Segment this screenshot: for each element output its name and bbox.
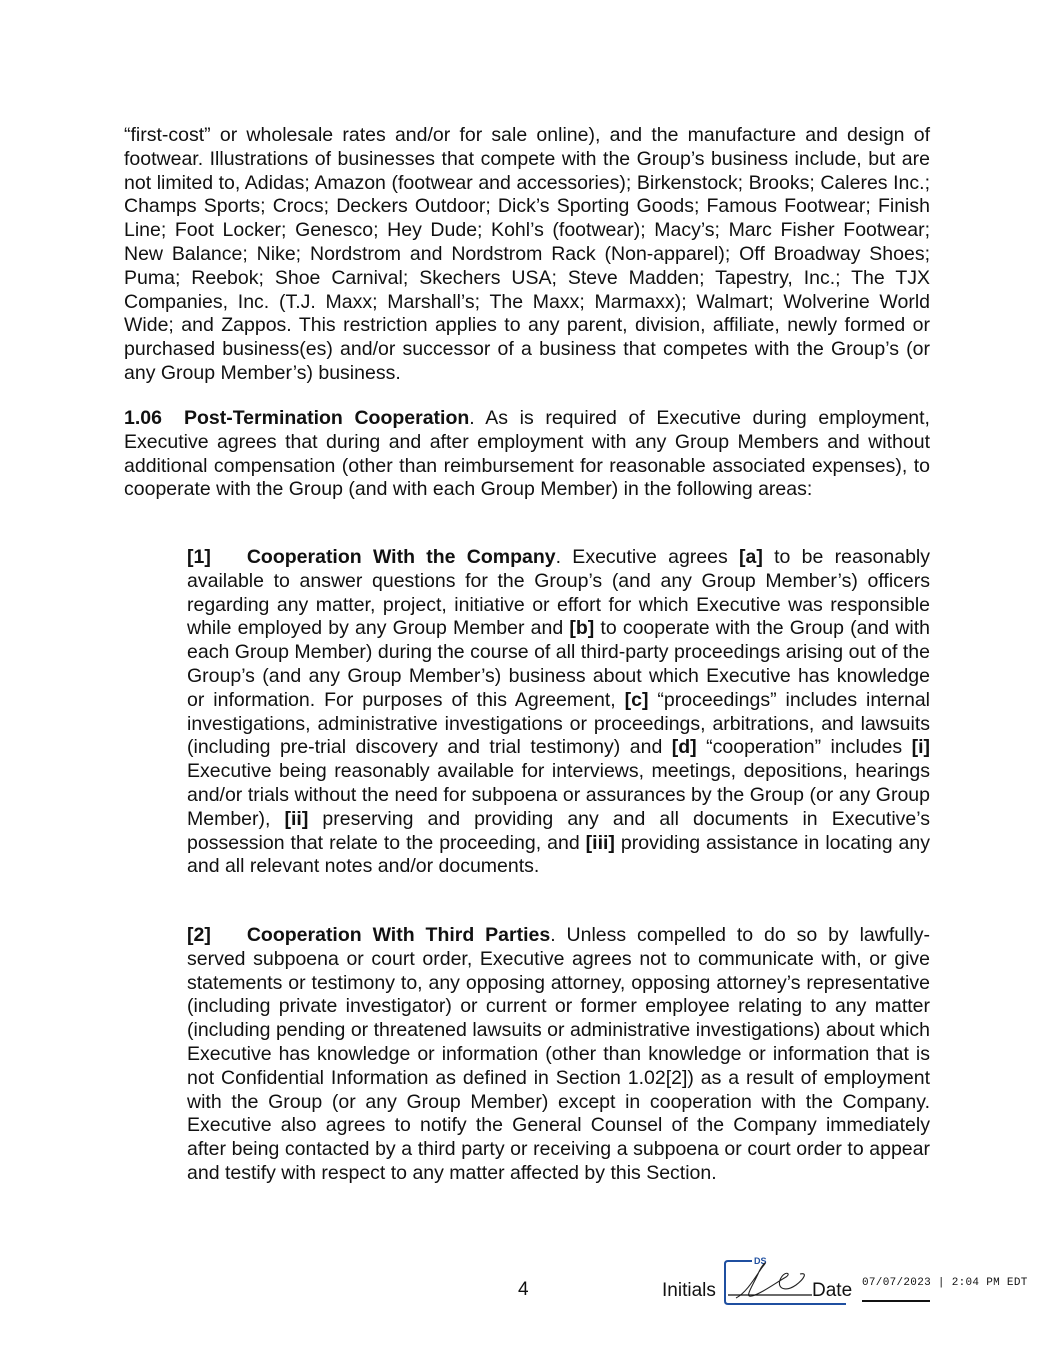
clause-marker: [ii] bbox=[284, 807, 309, 830]
subsection-text: . Unless compelled to do so by lawfully-served subpoena or court order, Executive agrees not to communicate with, or give statements or testimony to, any opposing attorney, opposing attorney’s representative (including private investigator) or current or former employee relating to any matter (including pending or threatened lawsuits or administrative investigations) about which Executive has knowledge or information (other than knowledge or information that is not Confidential Information as defined in Section 1.02[2]) as a result of employment with the Group (or any Group Member) except in cooperation with the Company. Executive also agrees to notify the General Counsel of the Company immediately after being contacted by a third party or receiving a subpoena or court order to appear and testify with respect to any matter affected by this Section. bbox=[187, 924, 931, 1184]
subsection-text: providing assistance in locating any and all relevant notes and/or documents. bbox=[187, 831, 930, 878]
subsection-text: to be reasonably available to answer questions for the Group’s (and any Group Member’s) officers regarding any matter, project, initiative or effort for which Executive was responsible while employed by any Group Member and bbox=[187, 546, 931, 640]
subsection-2 bbox=[187, 924, 930, 1186]
subsection-text: preserving and providing any and all documents in Executive’s possession that relate to the proceeding, and bbox=[187, 807, 930, 854]
page-number: 4 bbox=[518, 1279, 529, 1300]
subsection-text: “cooperation” includes bbox=[696, 736, 912, 759]
section-body: . As is required of Executive during employment, Executive agrees that during and after employment with any Group Members and without additional compensation (other than reimbursement for reasonable associated expenses), to cooperate with the Group (and with each Group Member) in the following areas: bbox=[124, 407, 930, 501]
paragraph-competitors-text: “first-cost” or wholesale rates and/or for sale online), and the manufacture and design of footwear. Illustrations of businesses that compete with the Group’s business include, but are not limited to, Adidas; Amazon (footwear and accessories); Birkenstock; Brooks; Caleres Inc.; Champs Sports; Crocs; Deckers Outdoor; Dick’s Sporting Goods; Famous Footwear; Finish Line; Foot Locker; Genesco; Hey Dude; Kohl’s (footwear); Macy’s; Marc Fisher Footwear; New Balance; Nike; Nordstrom and Nordstrom Rack (Non-apparel); Off Broadway Shoes; Puma; Reebok; Shoe Carnival; Skechers USA; Steve Madden; Tapestry, Inc.; The TJX Companies, Inc. (T.J. Maxx; Marshall’s; The Maxx; Marmaxx); Walmart; Wolverine World Wide; and Zappos. This restriction applies to any parent, division, affiliate, newly formed or purchased business(es) and/or successor of a business that competes with the Group’s (or any Group Member’s) business. bbox=[124, 124, 930, 384]
subsection-marker: [2] bbox=[187, 924, 211, 946]
section-1-06 bbox=[124, 407, 930, 502]
date-underline bbox=[862, 1300, 930, 1302]
subsection-text: . Executive agrees bbox=[555, 546, 740, 568]
clause-marker: [iii] bbox=[585, 831, 615, 854]
section-heading: Post-Termination Cooperation bbox=[183, 407, 470, 429]
subsection-text: Executive being reasonably available for interviews, meetings, depositions, hearings and/or trials without the need for subpoena or assurances by the Group (or any Group Member), bbox=[187, 760, 930, 830]
clause-marker: [b] bbox=[569, 617, 595, 640]
paragraph-competitors bbox=[124, 124, 930, 386]
subsection-heading: Cooperation With the Company bbox=[246, 546, 556, 568]
clause-marker: [i] bbox=[911, 736, 930, 759]
clause-marker: [a] bbox=[739, 546, 763, 568]
subsection-heading: Cooperation With Third Parties bbox=[246, 924, 551, 946]
initials-label: Initials bbox=[662, 1280, 716, 1301]
subsection-1 bbox=[187, 546, 930, 879]
clause-marker: [c] bbox=[624, 688, 649, 711]
initials-scribble bbox=[736, 1263, 804, 1298]
date-label: Date bbox=[812, 1280, 853, 1301]
date-value: 07/07/2023 | 2:04 PM EDT bbox=[862, 1277, 1028, 1289]
subsection-text: “proceedings” includes internal investigations, administrative investigations or proceedings, arbitrations, and lawsuits (including pre-trial discovery and trial testimony) and bbox=[187, 688, 931, 759]
section-number: 1.06 bbox=[124, 407, 162, 429]
subsection-marker: [1] bbox=[187, 546, 211, 568]
clause-marker: [d] bbox=[671, 736, 697, 759]
ds-label: DS bbox=[754, 1256, 767, 1266]
subsection-text: to cooperate with the Group (and with each Group Member) during the course of all third-party proceedings arising out of the Group’s (and any Group Member’s) business about which Executive has knowledge or information. For purposes of this Agreement, bbox=[187, 617, 930, 711]
